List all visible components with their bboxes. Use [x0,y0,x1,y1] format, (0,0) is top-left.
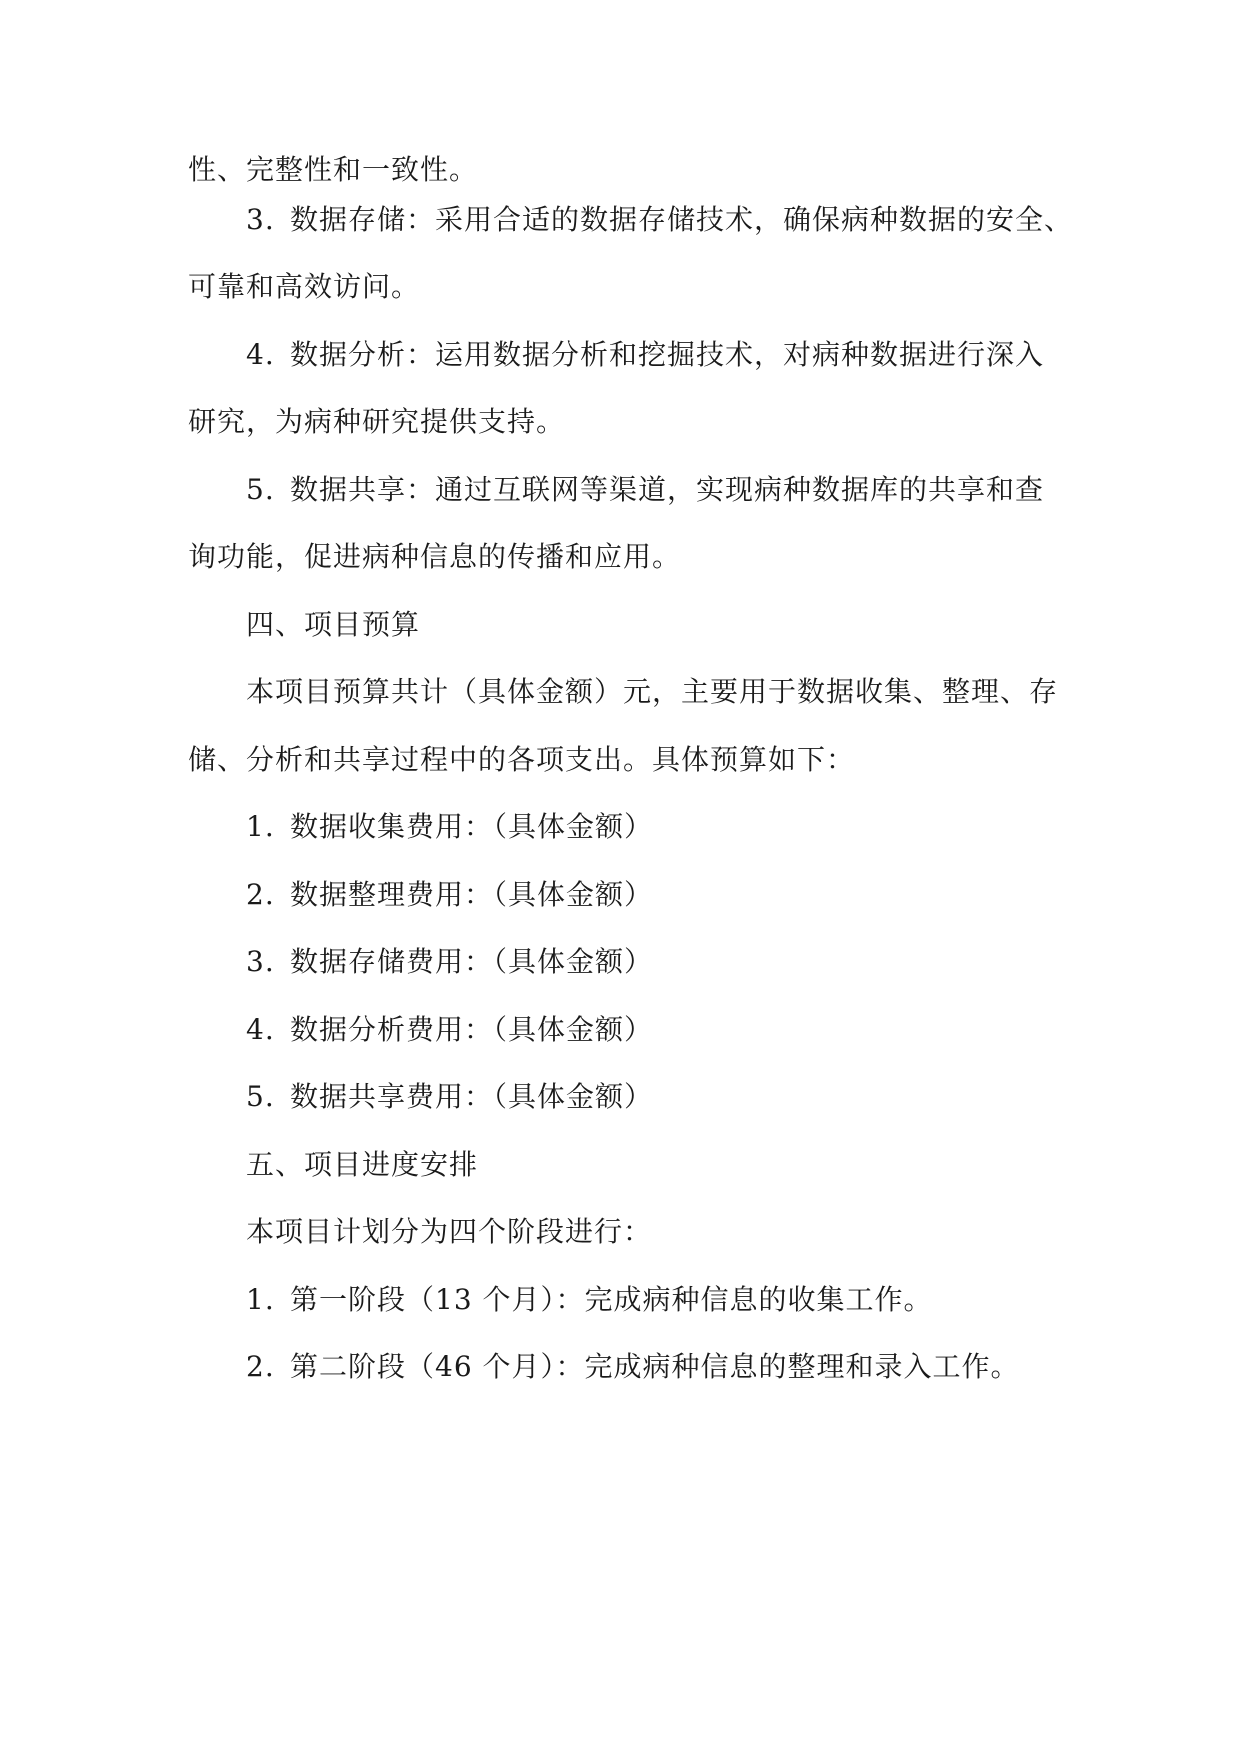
list-number: 2. [246,878,275,911]
list-item [246,1280,933,1320]
paragraph-line [188,150,478,190]
line-text: 数据存储：采用合适的数据存储技术，确保病种数据的安全、 [290,203,1074,236]
section-heading [246,1145,478,1185]
line-text: 研究，为病种研究提供支持。 [188,405,566,438]
list-number: 1. [246,1283,275,1316]
line-text: 第一阶段（13 个月）：完成病种信息的收集工作。 [290,1283,933,1316]
list-number: 4. [246,338,275,371]
line-text: 第二阶段（46 个月）：完成病种信息的整理和录入工作。 [290,1350,1020,1383]
line-text: 询功能，促进病种信息的传播和应用。 [188,540,682,573]
list-number: 1. [246,810,275,843]
list-item [246,200,1073,240]
line-text: 数据分析：运用数据分析和挖掘技术，对病种数据进行深入 [290,338,1045,371]
list-number: 5. [246,1080,275,1113]
list-number: 4. [246,1013,275,1046]
list-item [246,1010,653,1050]
list-item [246,335,1044,375]
list-item [246,1347,1020,1387]
line-text: 可靠和高效访问。 [188,270,421,303]
paragraph-line [188,537,681,577]
line-text: 数据分析费用：（具体金额） [290,1013,654,1046]
paragraph-line [188,402,565,442]
line-text: 本项目预算共计（具体金额）元，主要用于数据收集、整理、存 [246,675,1059,708]
list-item [246,942,653,982]
list-item [246,470,1044,510]
line-text: 数据共享：通过互联网等渠道，实现病种数据库的共享和查 [290,473,1045,506]
line-text: 数据存储费用：（具体金额） [290,945,654,978]
list-item [246,875,653,915]
line-text: 性、完整性和一致性。 [188,153,479,186]
list-item [246,807,653,847]
list-item [246,1077,653,1117]
list-number: 2. [246,1350,275,1383]
paragraph-line [188,740,855,780]
list-number: 5. [246,473,275,506]
heading-text: 四、项目预算 [246,608,421,641]
section-heading [246,605,420,645]
line-text: 数据收集费用：（具体金额） [290,810,654,843]
list-number: 3. [246,945,275,978]
list-number: 3. [246,203,275,236]
line-text: 数据共享费用：（具体金额） [290,1080,654,1113]
line-text: 本项目计划分为四个阶段进行： [246,1215,653,1248]
line-text: 储、分析和共享过程中的各项支出。具体预算如下： [188,743,856,776]
line-text: 数据整理费用：（具体金额） [290,878,654,911]
paragraph-line [188,267,420,307]
paragraph-line [246,1212,652,1252]
heading-text: 五、项目进度安排 [246,1148,479,1181]
paragraph-line [246,672,1058,712]
